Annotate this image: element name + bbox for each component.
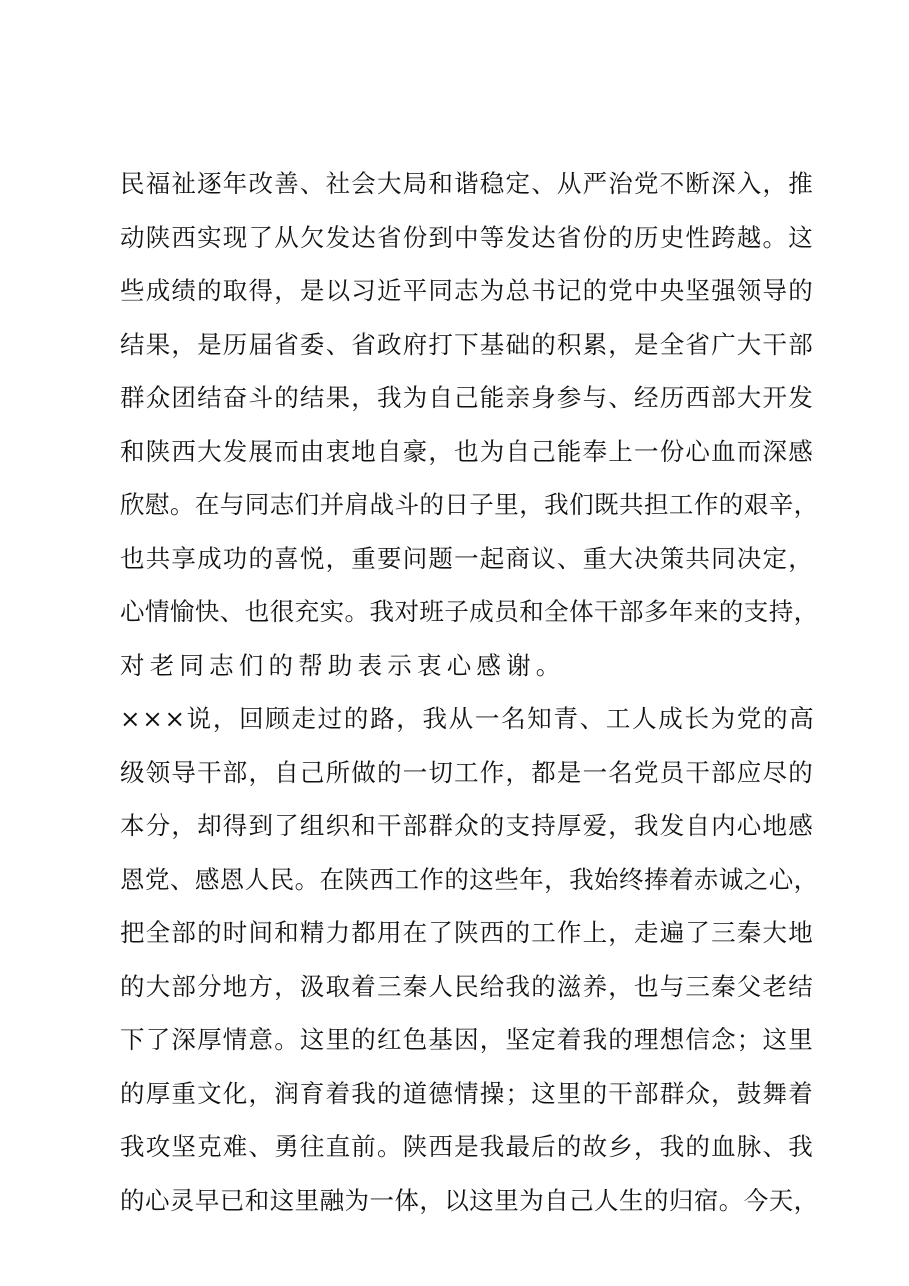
- text-line: 的大部分地方，汲取着三秦人民给我的滋养，也与三秦父老结: [120, 971, 814, 1001]
- text-line: 心情愉快、也很充实。我对班子成员和全体干部多年来的支持，: [120, 597, 819, 626]
- text-line: 也共享成功的喜悦，重要问题一起商议、重大决策共同决定，: [120, 543, 814, 573]
- document-body: [120, 157, 820, 1227]
- text-line: 民福祉逐年改善、社会大局和谐稳定、从严治党不断深入，推: [120, 169, 814, 198]
- text-line: 结果，是历届省委、省政府打下基础的积累，是全省广大干部: [120, 329, 814, 359]
- text-line: 欣慰。在与同志们并肩战斗的日子里，我们既共担工作的艰辛，: [120, 490, 819, 519]
- text-line: 群众团结奋斗的结果，我为自己能亲身参与、经历西部大开发: [120, 383, 814, 412]
- text-line: 些成绩的取得，是以习近平同志为总书记的党中央坚强领导的: [120, 276, 814, 305]
- text-line: 级领导干部，自己所做的一切工作，都是一名党员干部应尽的: [120, 757, 814, 787]
- text-line: 的心灵早已和这里融为一体，以这里为自己人生的归宿。今天，: [120, 1185, 819, 1215]
- text-line: ×××说，回顾走过的路，我从一名知青、工人成长为党的高: [120, 704, 816, 733]
- text-line: 把全部的时间和精力都用在了陕西的工作上，走遍了三秦大地: [120, 918, 814, 947]
- text-line: 动陕西实现了从欠发达省份到中等发达省份的历史性跨越。这: [120, 222, 814, 252]
- text-line: 本分，却得到了组织和干部群众的支持厚爱，我发自内心地感: [120, 811, 814, 840]
- text-line: 下了深厚情意。这里的红色基因，坚定着我的理想信念；这里: [120, 1025, 814, 1054]
- text-line: 和陕西大发展而由衷地自豪，也为自己能奉上一份心血而深感: [120, 436, 814, 466]
- text-line: 我攻坚克难、勇往直前。陕西是我最后的故乡，我的血脉、我: [120, 1132, 814, 1161]
- text-line: 对老同志们的帮助表示衷心感谢。: [120, 650, 566, 680]
- text-line: 恩党、感恩人民。在陕西工作的这些年，我始终捧着赤诚之心，: [120, 864, 819, 894]
- text-line: 的厚重文化，润育着我的道德情操；这里的干部群众，鼓舞着: [120, 1078, 814, 1108]
